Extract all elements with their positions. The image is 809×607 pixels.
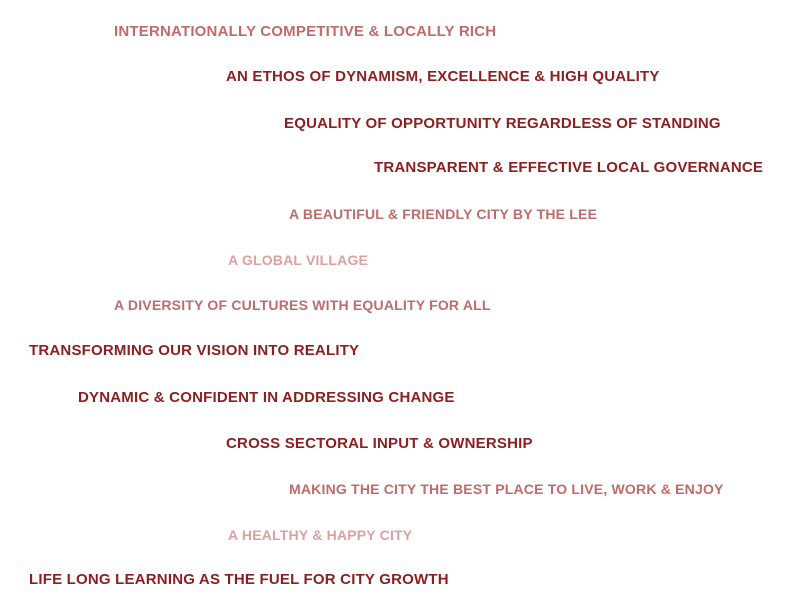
slogan-line: A HEALTHY & HAPPY CITY (228, 527, 413, 543)
slogan-line: TRANSPARENT & EFFECTIVE LOCAL GOVERNANCE (374, 159, 764, 176)
slogan-line: CROSS SECTORAL INPUT & OWNERSHIP (226, 435, 533, 452)
slogan-line: LIFE LONG LEARNING AS THE FUEL FOR CITY GROWTH (29, 571, 449, 588)
slogan-line: INTERNATIONALLY COMPETITIVE & LOCALLY RICH (114, 23, 497, 40)
slogan-line: A DIVERSITY OF CULTURES WITH EQUALITY FOR ALL (114, 297, 491, 313)
slogan-line: A BEAUTIFUL & FRIENDLY CITY BY THE LEE (289, 206, 598, 222)
slogan-line: EQUALITY OF OPPORTUNITY REGARDLESS OF STANDING (284, 115, 721, 132)
slogan-line: TRANSFORMING OUR VISION INTO REALITY (29, 342, 360, 359)
slogan-line: DYNAMIC & CONFIDENT IN ADDRESSING CHANGE (78, 389, 455, 406)
slogan-line: A GLOBAL VILLAGE (228, 252, 369, 268)
slogan-line: MAKING THE CITY THE BEST PLACE TO LIVE, WORK & ENJOY (289, 481, 724, 497)
slogan-line: AN ETHOS OF DYNAMISM, EXCELLENCE & HIGH QUALITY (226, 68, 660, 85)
